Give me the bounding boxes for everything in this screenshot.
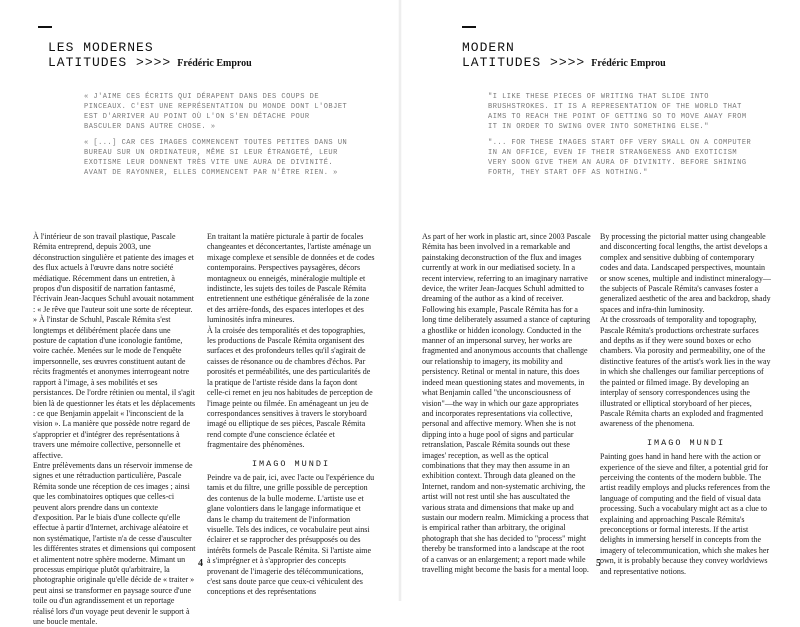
author-name: Frédéric Emprou <box>177 58 252 69</box>
title-line-2: LATITUDES >>>> <box>48 55 172 70</box>
body-column-2 <box>600 232 772 577</box>
title-dash <box>38 26 52 28</box>
right-page <box>400 0 800 601</box>
paragraph: Peindre va de pair, ici, avec l'acte ou l'expérience du tamis et du filtre, une grille possible de perception des contenus de la bulle moderne. L'artiste use et glane volontiers dans le langage informatique et dans le champ du traitement de l'information visuelle. Tels des indices, ce vocabulaire peut ainsi éclairer et se rapprocher des présupposés ou des intérêts formels de Pascale Rémita. Si l'artiste aime à s'imprégner et à s'approprier des concepts provenant de l'imagerie des télécommunications, c'est sans doute parce que ceux-ci véhiculent des conceptions et des représentations <box>207 472 375 597</box>
title-line-2: LATITUDES >>>> <box>462 55 586 70</box>
title-dash <box>462 26 476 28</box>
pull-quotes <box>488 92 756 184</box>
paragraph: By processing the pictorial matter using changeable and disconcerting focal lengths, the artist develops a complex and sensitive dubbing of contemporary codes and data. Landscaped perspectives, mountain or snow scenes, multiple and indistinct mineralogy—the subjects of Pascale Rémita's canvases foster a generalized aesthetic of the area and backdrop, shady spaces and infra-thin luminosity. <box>600 232 771 314</box>
title-line-1: LES MODERNES <box>48 40 154 55</box>
page-number: 4 <box>198 558 203 569</box>
paragraph: Entre prélèvements dans un réservoir immense de signes et une rétraduction particulière, Pascale Rémita sonde une réception de ces images ; ainsi que les combinatoires optiques que celles-ci peuvent alors prendre dans un contexte d'exposition. Par le biais d'une collecte qu'elle effectue à partir d'Internet, archivage aléatoire et non systématique, l'artiste n'a de cesse d'ausculter les différentes strates et dimensions qui composent et alimentent notre sphère moderne. Mimant un processus empirique plutôt qu'arbitraire, la photographie originale qu'elle décide de « traiter » peut ainsi se transformer en paysage source d'une toile ou d'un agrandissement et un reportage réalisé lors d'un voyage peut devenir le support à une boucle mentale. <box>33 460 196 627</box>
section-heading: IMAGO MUNDI <box>646 437 726 448</box>
author-name: Frédéric Emprou <box>591 58 666 69</box>
pull-quote: "... FOR THESE IMAGES START OFF VERY SMALL ON A COMPUTER IN AN OFFICE, EVEN IF THEIR STRANGENESS AND EXOTICISM VERY SOON GIVE THEM AN AURA OF DIVINITY. BEFORE SHINING FORTH, THEY START OFF AS NOTHING." <box>488 139 752 177</box>
title-line-1: MODERN <box>462 40 515 55</box>
pull-quote: « J'AIME CES ÉCRITS QUI DÉRAPENT DANS DES COUPS DE PINCEAUX. C'EST UNE REPRÉSENTATION DU MONDE DONT L'OBJET EST D'ARRIVER AU POINT OÙ L'ON S'EN DÉTACHE POUR BASCULER DANS AUTRE CHOSE. » <box>84 93 348 131</box>
section-heading: IMAGO MUNDI <box>251 458 331 469</box>
paragraph: As part of her work in plastic art, since 2003 Pascale Rémita has been involved in a remarkable and painstaking deconstruction of the flux and images currently at work in our mediatised society. In a recent interview, referring to an imaginary narrative device, the writer Jean-Jacques Schuhl admitted to dreaming of the author as a kind of receiver. Following his example, Pascale Rémita has for a long time deliberately assumed a stance of capturing a ghostlike or hidden iconology. Conducted in the manner of an impersonal survey, her works are fragmented and anonymous accounts that challenge our relationship to imagery, its mobility and persistency. Retinal or mental in nature, this does indeed mean questioning states and movements, in what Benjamin called "the unconsciousness of vision"—the way in which our gaze appropriates and incorporates representations via collective, personal and affective memory. When she is not dipping into a huge pool of signs and particular retranslation, Pascale Rémita sounds out these images' reception, as well as the optical combinations that they may then assume in an exhibition context. Through data gleaned on the Internet, random and non-systematic archiving, the artist will not rest until she has auscultated the various strata and dimensions that make up and sustain our modern realm. Mimicking a process that is empirical rather than arbitrary, the original photograph that she has decided to "process" might thereby be transformed into a landscape at the root of a canvas or an enlargement; a report made while travelling might become the basis for a mental loop. <box>422 232 591 574</box>
pull-quotes <box>84 92 349 184</box>
body-column-2 <box>207 232 375 598</box>
page-title <box>462 40 666 71</box>
pull-quote: "I LIKE THESE PIECES OF WRITING THAT SLIDE INTO BRUSHSTROKES. IT IS A REPRESENTATION OF THE WORLD THAT AIMS TO REACH THE POINT OF GETTING SO TO MOVE AWAY FROM IT IN ORDER TO SWING OVER INTO SOMETHING ELSE." <box>488 93 747 131</box>
paragraph: At the crossroads of temporality and topography, Pascale Rémita's productions orchestrate surfaces and depths as if they were sound boxes or echo chambers. Via porosity and permeability, one of the distinctive features of the artist's work lies in the way in which she challenges our familiar perceptions of the painted or filmed image. By developing an interplay of sensory correspondences using the illustrated or elliptical storyboard of her pieces, Pascale Rémita charts an exploded and fragmented awareness of the phenomena. <box>600 315 771 429</box>
body-column-1 <box>422 232 592 575</box>
paragraph: En traitant la matière picturale à partir de focales changeantes et déconcertantes, l'artiste aménage un mixage complexe et sensible de données et de codes contemporains. Perspectives paysagères, décors montagneux ou enneigés, minéralogie multiple et indistincte, les sujets des toiles de Pascale Rémita entretiennent une esthétique généralisée de la zone et des arrière-fonds, des espaces interlopes et des luminosités infra mineures. <box>207 232 375 325</box>
body-column-1 <box>33 232 196 627</box>
pull-quote: « [...] CAR CES IMAGES COMMENCENT TOUTES PETITES DANS UN BUREAU SUR UN ORDINATEUR, MÊME SI LEUR ÉTRANGETÉ, LEUR EXOTISME LEUR DONNENT TRÈS VITE UNE AURA DE DIVINITÉ. AVANT DE RAYONNER, ELLES COMMENCENT PAR N'ÊTRE RIEN. » <box>84 139 348 177</box>
paragraph: Painting goes hand in hand here with the action or experience of the sieve and filter, a potential grid for perceiving the contents of the modern bubble. The artist readily employs and plucks references from the language of computing and the field of visual data processing. Such a vocabulary might act as a clue to explaining and approaching Pascale Rémita's preconceptions or formal interests. If the artist delights in immersing herself in concepts from the imagery of telecommunication, which she makes her own, it is probably because they convey worldviews and representative notions. <box>600 452 770 576</box>
page-title <box>48 40 252 71</box>
paragraph: À la croisée des temporalités et des topographies, les productions de Pascale Rémita organisent des surfaces et des profondeurs telles qu'il s'agirait de caisses de résonance ou de chambres d'échos. Par porosités et perméabilités, une des particularités de la pratique de l'artiste réside dans la façon dont celle-ci remet en jeu nos habitudes de perception de l'image peinte ou filmée. En aménageant un jeu de correspondances sensitives à travers le storyboard imagé ou elliptique de ses pièces, Pascale Rémita rend compte d'une conscience éclatée et fragmentaire des phénomènes. <box>207 325 373 450</box>
page-number: 5 <box>596 558 601 569</box>
paragraph: À l'intérieur de son travail plastique, Pascale Rémita entreprend, depuis 2003, une déconstruction singulière et patiente des images et des flux actuels à l'œuvre dans notre société médiatique. Récemment dans un entretien, à propos d'un dispositif de narration fantasmé, l'écrivain Jean-Jacques Schuhl avouait notamment : « Je rêve que l'auteur soit une sorte de récepteur. » À l'instar de Schuhl, Pascale Rémita s'est longtemps et délibérément placée dans une posture de captation d'une iconologie fantôme, voire cachée. Menées sur le mode de l'enquête impersonnelle, ses œuvres constituent autant de récits fragmentés et anonymes interrogeant notre rapport à l'image, à ses mobilités et ses persistances. De l'ordre rétinien ou mental, il s'agit bien là de questionner les états et les déplacements : ce que Benjamin appelait « l'inconscient de la vision ». La manière que possède notre regard de s'approprier et d'intégrer des représentations à travers une mémoire collective, personnelle et affective. <box>33 232 196 460</box>
